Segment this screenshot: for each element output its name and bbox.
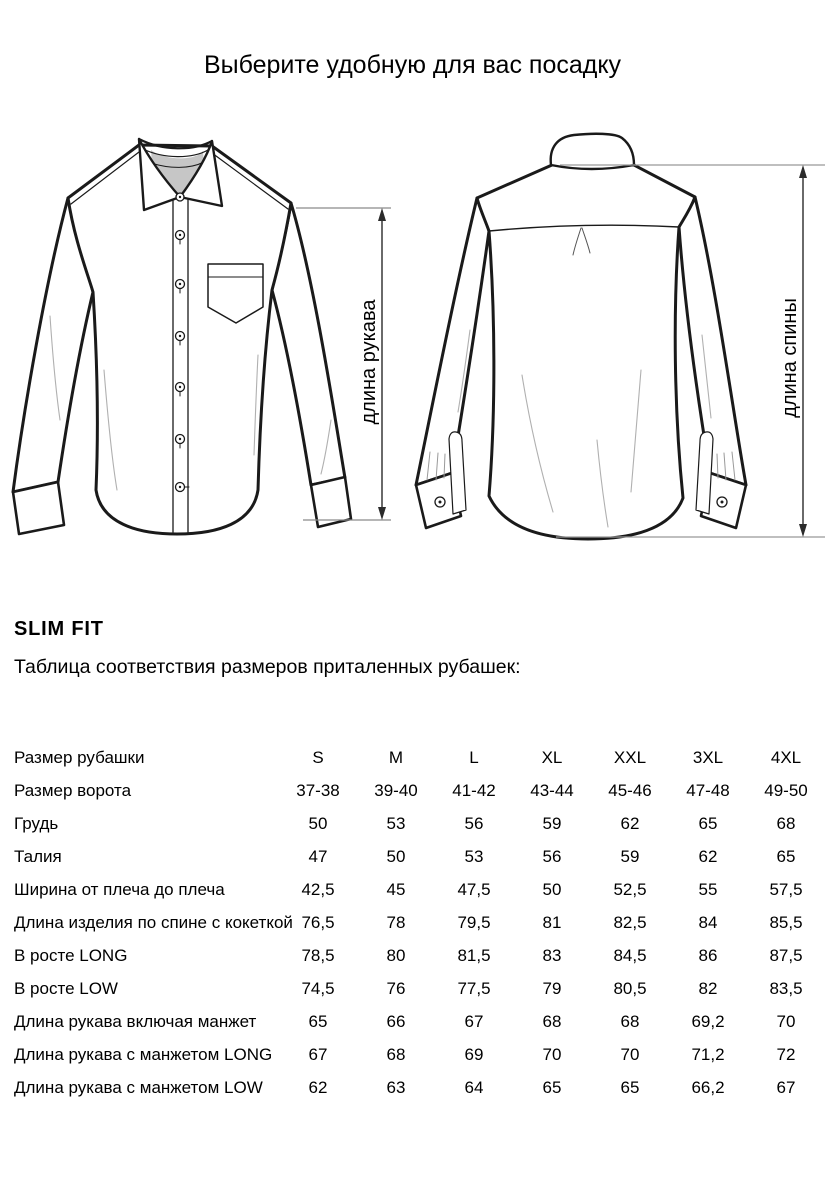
size-value: 70 bbox=[776, 1011, 796, 1031]
size-value: 69,2 bbox=[691, 1011, 725, 1031]
size-value: 63 bbox=[386, 1077, 406, 1097]
row-label: Ширина от плеча до плеча bbox=[14, 879, 225, 899]
back-length-label: длина спины bbox=[779, 298, 801, 418]
size-value: 50 bbox=[386, 846, 406, 866]
size-value: XXL bbox=[613, 747, 647, 767]
size-value: 70 bbox=[620, 1044, 640, 1064]
row-label: Талия bbox=[14, 846, 62, 866]
size-value: 70 bbox=[542, 1044, 562, 1064]
table-row bbox=[14, 972, 825, 1005]
size-value: 45-46 bbox=[608, 780, 652, 800]
row-label: Длина рукава с манжетом LONG bbox=[14, 1044, 273, 1064]
size-value: 81,5 bbox=[457, 945, 491, 965]
size-value: 79 bbox=[542, 978, 562, 998]
size-value: 68 bbox=[620, 1011, 640, 1031]
size-value: XL bbox=[541, 747, 563, 767]
size-value: 57,5 bbox=[769, 879, 803, 899]
size-value: 62 bbox=[620, 813, 640, 833]
size-value: 3XL bbox=[692, 747, 724, 767]
size-value: 83 bbox=[542, 945, 562, 965]
size-value: 45 bbox=[386, 879, 406, 899]
size-value: 84,5 bbox=[613, 945, 647, 965]
size-value: 43-44 bbox=[530, 780, 574, 800]
row-label: Грудь bbox=[14, 813, 59, 833]
size-value: 67 bbox=[308, 1044, 328, 1064]
row-label: Размер ворота bbox=[14, 780, 132, 800]
size-value: 41-42 bbox=[452, 780, 496, 800]
table-row bbox=[14, 807, 825, 840]
size-value: 82 bbox=[698, 978, 718, 998]
size-value: 55 bbox=[698, 879, 718, 899]
row-label: Длина рукава с манжетом LOW bbox=[14, 1077, 263, 1097]
size-value: 80,5 bbox=[613, 978, 647, 998]
arrow-down-icon bbox=[378, 507, 386, 520]
table-row bbox=[14, 939, 825, 972]
size-value: 47 bbox=[308, 846, 328, 866]
size-value: 62 bbox=[698, 846, 718, 866]
size-value: 67 bbox=[464, 1011, 484, 1031]
size-value: 78,5 bbox=[301, 945, 335, 965]
page-title: Выберите удобную для вас посадку bbox=[203, 51, 622, 79]
size-value: 66,2 bbox=[691, 1077, 725, 1097]
size-value: 76,5 bbox=[301, 912, 335, 932]
size-value: 56 bbox=[542, 846, 562, 866]
size-value: 76 bbox=[386, 978, 406, 998]
size-value: 47-48 bbox=[686, 780, 730, 800]
size-value: 37-38 bbox=[296, 780, 340, 800]
size-value: 77,5 bbox=[457, 978, 491, 998]
row-label: Длина рукава включая манжет bbox=[14, 1011, 257, 1031]
front-left-cuff bbox=[13, 482, 64, 534]
table-row bbox=[14, 873, 825, 906]
row-label: Размер рубашки bbox=[14, 747, 145, 767]
size-value: 53 bbox=[464, 846, 484, 866]
size-value: 71,2 bbox=[691, 1044, 725, 1064]
table-row bbox=[14, 774, 825, 807]
arrow-up-icon bbox=[799, 165, 807, 178]
size-value: 87,5 bbox=[769, 945, 803, 965]
size-value: 65 bbox=[308, 1011, 328, 1031]
size-value: 67 bbox=[776, 1077, 796, 1097]
shirt-diagram-svg bbox=[0, 120, 825, 580]
size-value: 56 bbox=[464, 813, 484, 833]
size-value: 85,5 bbox=[769, 912, 803, 932]
size-value: 65 bbox=[542, 1077, 562, 1097]
fit-heading: SLIM FIT bbox=[14, 618, 104, 640]
size-value: 79,5 bbox=[457, 912, 491, 932]
arrow-down-icon bbox=[799, 524, 807, 537]
size-value: 62 bbox=[308, 1077, 328, 1097]
size-value: S bbox=[312, 747, 324, 767]
size-value: 69 bbox=[464, 1044, 484, 1064]
size-value: 65 bbox=[698, 813, 718, 833]
row-label: В росте LOW bbox=[14, 978, 118, 998]
size-value: 68 bbox=[386, 1044, 406, 1064]
size-value: 68 bbox=[776, 813, 796, 833]
size-value: 50 bbox=[542, 879, 562, 899]
back-collar bbox=[551, 134, 634, 169]
size-value: 68 bbox=[542, 1011, 562, 1031]
shirt-diagrams bbox=[0, 120, 825, 580]
size-value: 65 bbox=[776, 846, 796, 866]
size-value: 64 bbox=[464, 1077, 484, 1097]
size-value: 83,5 bbox=[769, 978, 803, 998]
table-caption: Таблица соответствия размеров приталенных рубашек: bbox=[14, 656, 521, 678]
size-table bbox=[14, 741, 825, 1104]
size-value: 66 bbox=[386, 1011, 406, 1031]
size-value: 47,5 bbox=[457, 879, 491, 899]
size-value: 52,5 bbox=[613, 879, 647, 899]
arrow-up-icon bbox=[378, 208, 386, 221]
table-row bbox=[14, 741, 825, 774]
table-row bbox=[14, 1038, 825, 1071]
size-value: 74,5 bbox=[301, 978, 335, 998]
size-value: 39-40 bbox=[374, 780, 418, 800]
size-value: 49-50 bbox=[764, 780, 808, 800]
size-value: 65 bbox=[620, 1077, 640, 1097]
size-value: M bbox=[388, 747, 404, 767]
row-label: Длина изделия по спине с кокеткой bbox=[14, 912, 293, 932]
size-value: 72 bbox=[776, 1044, 796, 1064]
size-value: 78 bbox=[386, 912, 406, 932]
size-value: 4XL bbox=[770, 747, 802, 767]
size-value: 86 bbox=[698, 945, 718, 965]
shirt-front-drawing bbox=[13, 139, 351, 534]
table-row bbox=[14, 906, 825, 939]
row-label: В росте LONG bbox=[14, 945, 128, 965]
table-row bbox=[14, 840, 825, 873]
size-value: 59 bbox=[542, 813, 562, 833]
table-row bbox=[14, 1071, 825, 1104]
size-value: 84 bbox=[698, 912, 718, 932]
size-value: 59 bbox=[620, 846, 640, 866]
table-row bbox=[14, 1005, 825, 1038]
size-value: 42,5 bbox=[301, 879, 335, 899]
size-value: 81 bbox=[542, 912, 562, 932]
sleeve-length-label: длина рукава bbox=[358, 299, 380, 425]
size-value: 50 bbox=[308, 813, 328, 833]
size-value: L bbox=[469, 747, 479, 767]
shirt-back-drawing bbox=[416, 134, 746, 539]
size-value: 53 bbox=[386, 813, 406, 833]
size-value: 80 bbox=[386, 945, 406, 965]
size-value: 82,5 bbox=[613, 912, 647, 932]
